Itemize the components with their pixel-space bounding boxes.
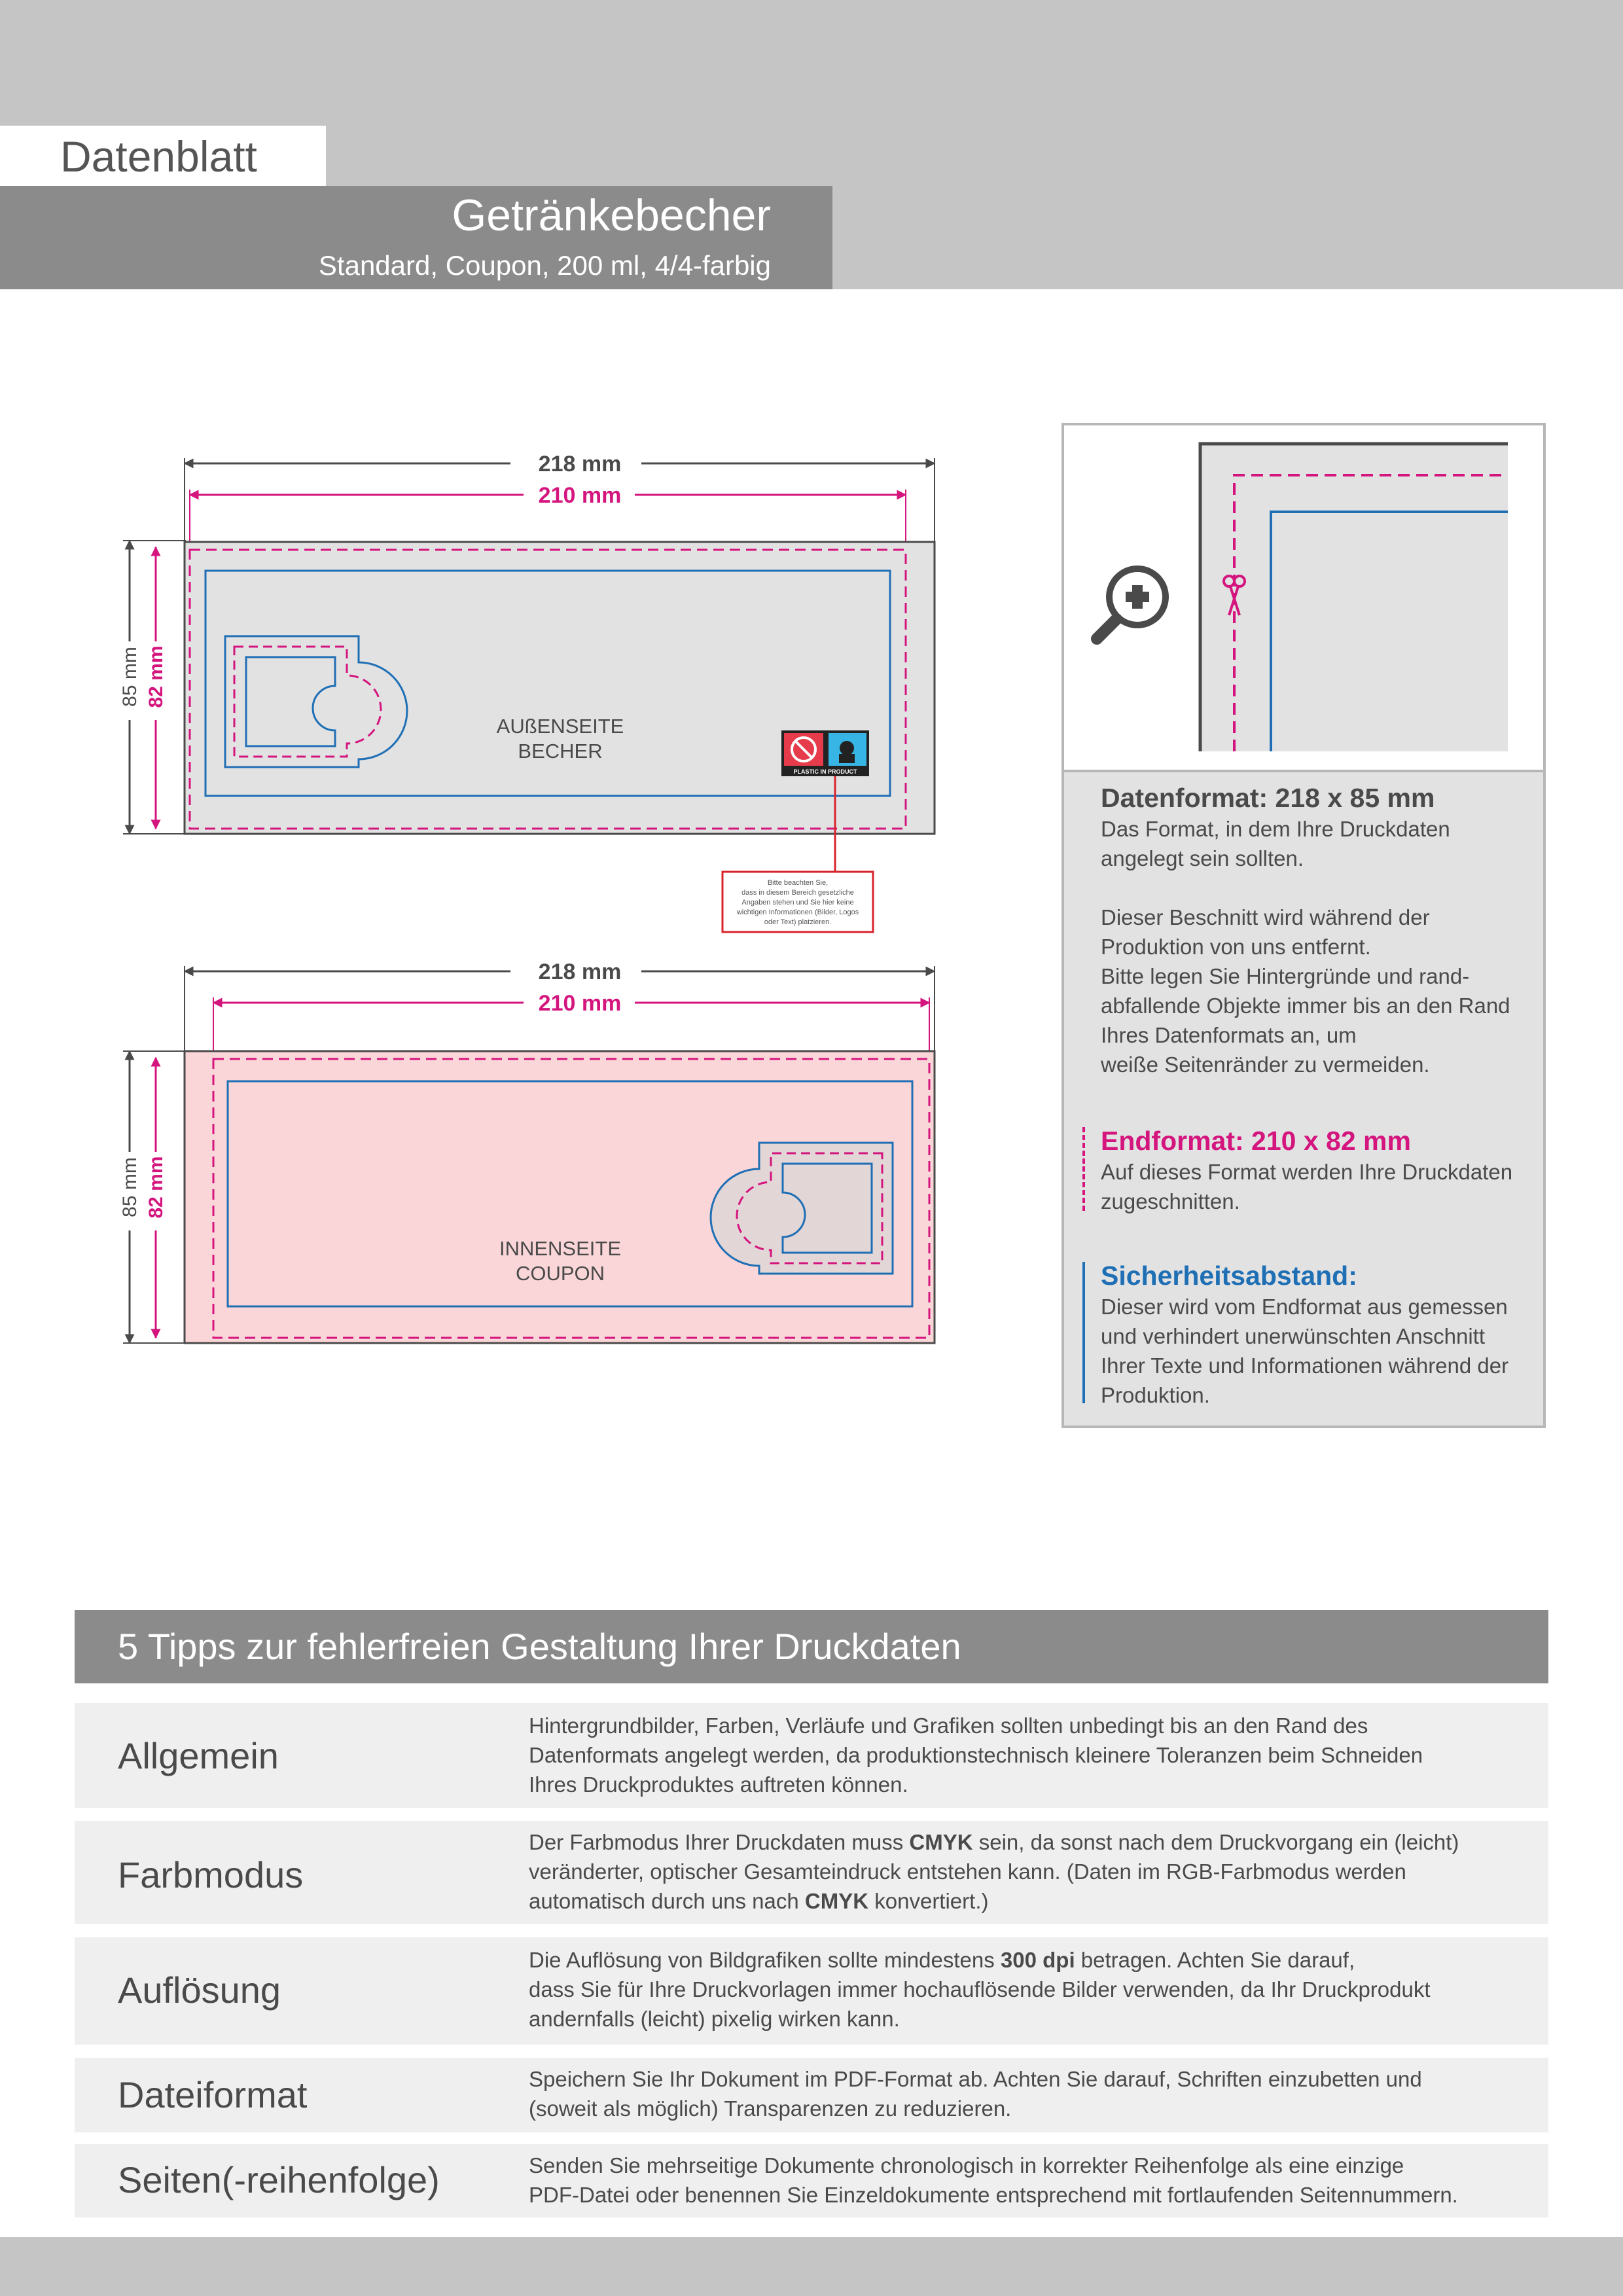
tip-label: Dateiformat [118, 2074, 308, 2115]
sicherheit-line: Ihrer Texte und Informationen während der [1101, 1354, 1509, 1378]
datenformat-line: Dieser Beschnitt wird während der [1101, 905, 1430, 929]
legal-note-line5: oder Text) platzieren. [764, 918, 832, 926]
tip-label: Farbmodus [118, 1854, 304, 1895]
inner-end-height-label: 82 mm [145, 1156, 167, 1219]
outer-side-layout [115, 446, 935, 932]
outer-end-width-label: 210 mm [538, 483, 622, 508]
outer-width-label: 218 mm [538, 452, 622, 476]
datenformat-title: Datenformat: 218 x 85 mm [1101, 783, 1435, 813]
inner-side-layout [115, 954, 935, 1343]
sicherheit-line: und verhindert unerwünschten Anschnitt [1101, 1324, 1486, 1348]
datenformat-line [1101, 873, 1533, 903]
info-panel [1061, 423, 1546, 1428]
datenformat-line: Bitte legen Sie Hintergründe und rand- [1101, 964, 1470, 988]
datenformat-line: Ihres Datenformats an, um [1101, 1023, 1357, 1047]
outer-caption-line1: AUßENSEITE [496, 715, 624, 738]
plastic-in-product-logo [781, 730, 869, 776]
outer-end-height-label: 82 mm [145, 645, 167, 708]
tip-label: Auflösung [118, 1969, 281, 2011]
legal-note-line1: Bitte beachten Sie, [767, 879, 829, 887]
tip-row-seiten [75, 2144, 1548, 2217]
datenformat-block [1101, 781, 1533, 1079]
datenformat-line: angelegt sein sollten. [1101, 846, 1304, 870]
zoom-detail [1064, 425, 1543, 772]
inner-end-width-label: 210 mm [538, 991, 622, 1016]
tip-row-allgemein [75, 1703, 1548, 1808]
tip-row-farbmodus [75, 1821, 1548, 1924]
legal-note-line3: Angaben stehen und Sie hier keine [741, 899, 854, 906]
sicherheit-line: Produktion. [1101, 1383, 1210, 1407]
datenformat-line: weiße Seitenränder zu vermeiden. [1101, 1052, 1430, 1077]
page-title: Getränkebecher [452, 190, 771, 240]
tip-row-aufloesung [75, 1937, 1548, 2045]
datenformat-line: Produktion von uns entfernt. [1101, 935, 1371, 959]
endformat-line: Auf dieses Format werden Ihre Druckdaten [1101, 1160, 1513, 1184]
sicherheit-title: Sicherheitsabstand: [1101, 1261, 1357, 1291]
svg-text:PLASTIC IN PRODUCT: PLASTIC IN PRODUCT [793, 768, 857, 775]
outer-caption-line2: BECHER [518, 740, 603, 762]
outer-height-label: 85 mm [119, 647, 141, 707]
inner-caption-line1: INNENSEITE [499, 1237, 622, 1260]
datenformat-line: abfallende Objekte immer bis an den Rand [1101, 994, 1510, 1018]
datenformat-line: Das Format, in dem Ihre Druckdaten [1101, 817, 1450, 841]
print-layout-diagram [0, 393, 1021, 1388]
tip-text: Senden Sie mehrseitige Dokumente chronologisch in korrekter Reihenfolge als eine einzige PDF-Datei oder benennen Sie Einzeldokumente entsprechend mit fortlaufenden Seitennummern. [529, 2153, 1458, 2207]
endformat-line: zugeschnitten. [1101, 1189, 1240, 1213]
datasheet-label: Datenblatt [60, 132, 257, 181]
legal-note-line2: dass in diesem Bereich gesetzliche [741, 889, 854, 897]
footer-band [0, 2237, 1623, 2296]
tip-label: Allgemein [118, 1735, 279, 1776]
tips-header [75, 1610, 1548, 1683]
sicherheit-line: Dieser wird vom Endformat aus gemessen [1101, 1295, 1508, 1319]
tip-text: Speichern Sie Ihr Dokument im PDF-Format ab. Achten Sie darauf, Schriften einzubetten und (soweit als möglich) Transparenzen zu reduzieren. [529, 2067, 1422, 2121]
tip-text: Die Auflösung von Bildgrafiken sollte mindestens 300 dpi betragen. Achten Sie darauf, dass Sie für Ihre Druckvorlagen immer hochauflösende Bilder verwenden, da Ihr Druckprodukt andernfalls (leicht) pixelig wirken kann. [529, 1948, 1431, 2031]
tips-title: 5 Tipps zur fehlerfreien Gestaltung Ihrer Druckdaten [118, 1626, 961, 1667]
tip-label: Seiten(-reihenfolge) [118, 2159, 440, 2200]
inner-caption-line2: COUPON [515, 1262, 605, 1285]
endformat-title: Endformat: 210 x 82 mm [1101, 1126, 1411, 1156]
legal-note-line4: wichtigen Informationen (Bilder, Logos [736, 908, 859, 916]
inner-height-label: 85 mm [119, 1157, 141, 1217]
endformat-block [1101, 1124, 1533, 1216]
tip-text: Hintergrundbilder, Farben, Verläufe und Grafiken sollten unbedingt bis an den Rand des Datenformats angelegt werden, da produktionstechnisch kleinere Toleranzen beim Schneiden Ihres Druckproduktes auftreten können. [529, 1713, 1423, 1797]
inner-width-label: 218 mm [538, 960, 622, 984]
tip-row-dateiformat [75, 2058, 1548, 2132]
sicherheitsabstand-block [1101, 1259, 1546, 1410]
tip-text: Der Farbmodus Ihrer Druckdaten muss CMYK sein, da sonst nach dem Druckvorgang ein (leicht) veränderter, optischer Gesamteindruck entstehen kann. (Daten im RGB-Farbmodus werden automatisch durch uns nach CMYK konvertiert.) [529, 1830, 1459, 1913]
magnifier-plus-icon [1097, 565, 1169, 639]
page-subtitle: Standard, Coupon, 200 ml, 4/4-farbig [318, 250, 771, 281]
